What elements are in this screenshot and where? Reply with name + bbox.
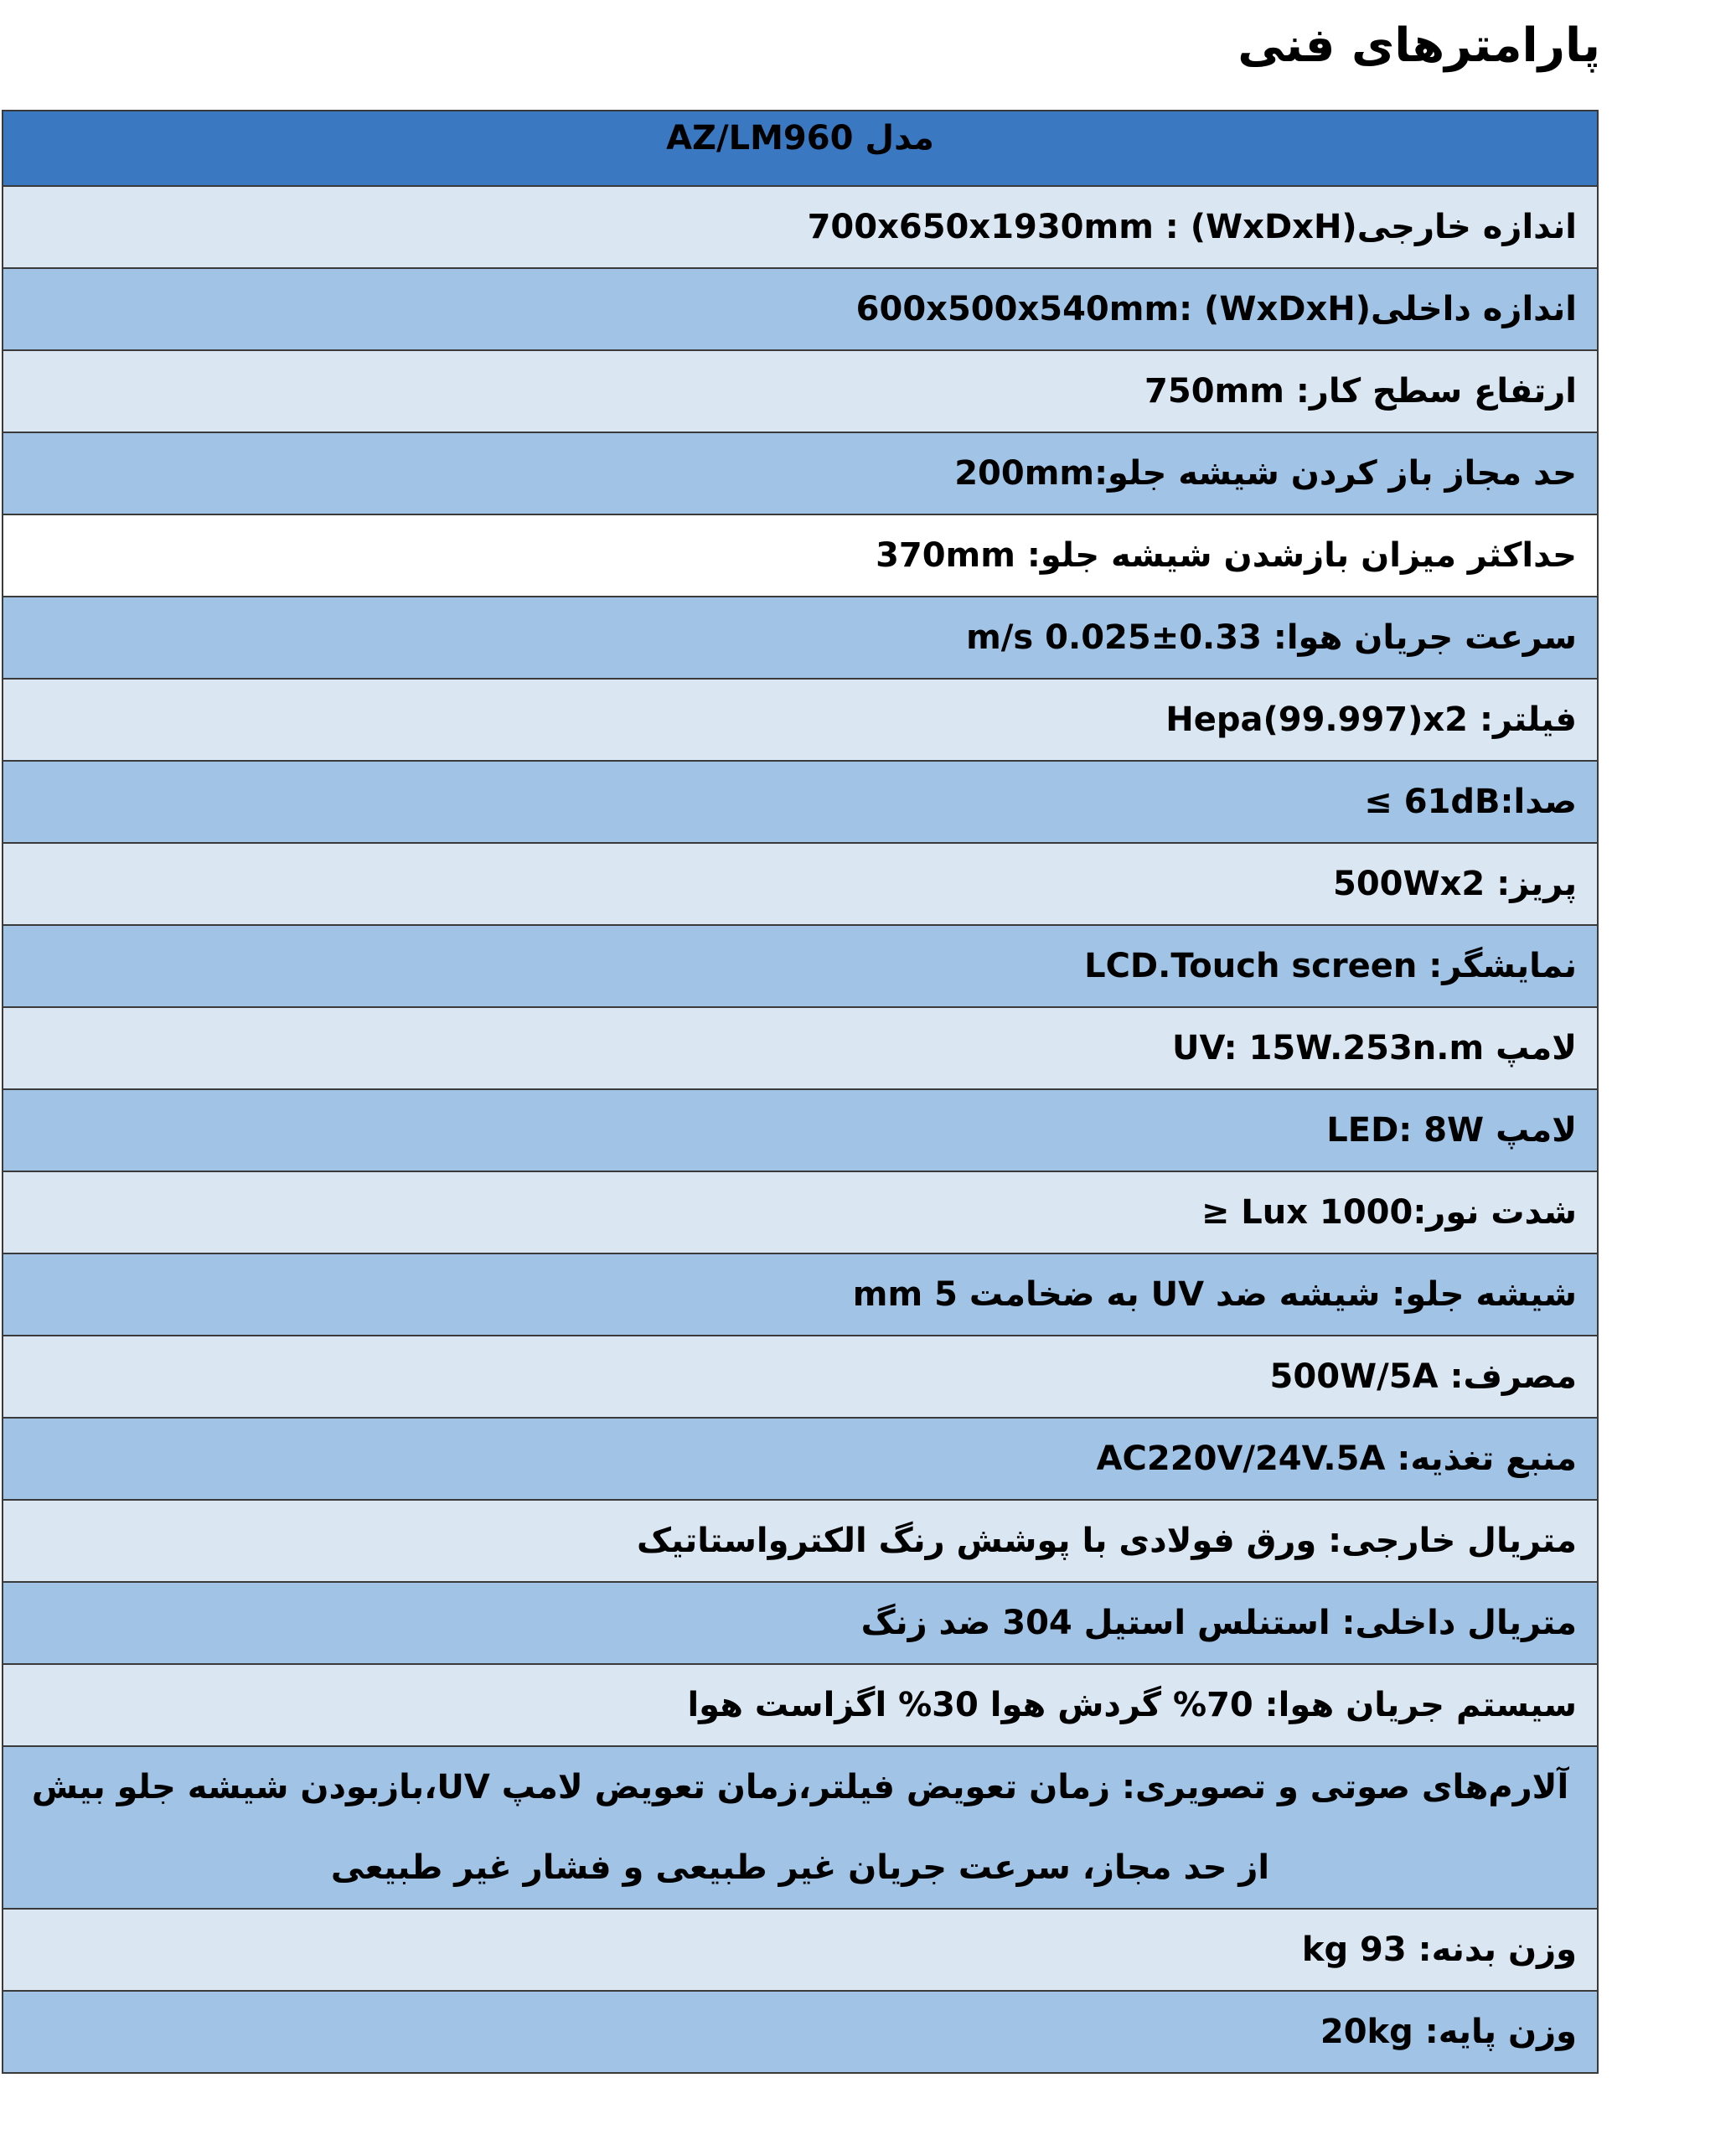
table-row bbox=[3, 597, 1598, 679]
spec-body-weight: وزن بدنه: 93 kg bbox=[3, 1909, 1598, 1991]
table-row bbox=[3, 679, 1598, 761]
spec-consumption: مصرف: 500W/5A bbox=[3, 1336, 1598, 1418]
table-row bbox=[3, 1991, 1598, 2073]
table-row bbox=[3, 1253, 1598, 1336]
spec-light-intensity: شدت نور:1000 Lux ≤ bbox=[3, 1171, 1598, 1253]
table-row bbox=[3, 432, 1598, 514]
table-row bbox=[3, 1500, 1598, 1582]
spec-power-supply: منبع تغذیه: AC220V/24V.5A bbox=[3, 1418, 1598, 1500]
page-title: پارامترهای فنی bbox=[1237, 18, 1600, 73]
spec-display: نمایشگر: LCD.Touch screen bbox=[3, 925, 1598, 1007]
spec-led-lamp: لامپ LED: 8W bbox=[3, 1089, 1598, 1171]
table-row bbox=[3, 1089, 1598, 1171]
spec-socket: پریز: 500Wx2 bbox=[3, 843, 1598, 925]
spec-sash-limit: حد مجاز باز کردن شیشه جلو:200mm bbox=[3, 432, 1598, 514]
spec-internal-size: اندازه داخلی(WxDxH) :600x500x540mm bbox=[3, 268, 1598, 350]
table-row bbox=[3, 186, 1598, 268]
spec-work-height: ارتفاع سطح کار: 750mm bbox=[3, 350, 1598, 432]
table-row bbox=[3, 925, 1598, 1007]
table-row bbox=[3, 268, 1598, 350]
table-row bbox=[3, 514, 1598, 597]
spec-external-size: اندازه خارجی(WxDxH) : 700x650x1930mm bbox=[3, 186, 1598, 268]
table-row bbox=[3, 1418, 1598, 1500]
spec-table bbox=[2, 110, 1599, 2074]
table-row bbox=[3, 1582, 1598, 1664]
spec-sash-max: حداکثر میزان بازشدن شیشه جلو: 370mm bbox=[3, 514, 1598, 597]
table-row bbox=[3, 1909, 1598, 1991]
spec-filter: فیلتر: Hepa(99.997)x2 bbox=[3, 679, 1598, 761]
spec-airflow-system: سیستم جریان هوا: 70% گردش هوا 30% اگزاست هوا bbox=[3, 1664, 1598, 1746]
spec-front-glass: شیشه جلو: شیشه ضد UV به ضخامت 5 mm bbox=[3, 1253, 1598, 1336]
table-row bbox=[3, 350, 1598, 432]
spec-uv-lamp: لامپ UV: 15W.253n.m bbox=[3, 1007, 1598, 1089]
spec-noise: صدا:61dB ≥ bbox=[3, 761, 1598, 843]
spec-alarms: آلارم‌های صوتی و تصویری: زمان تعویض فیلتر،زمان تعویض لامپ UV،بازبودن شیشه جلو بیش از حد مجاز، سرعت جریان غیر طبیعی و فشار غیر طبیعی bbox=[3, 1746, 1598, 1909]
table-row bbox=[3, 1746, 1598, 1909]
spec-external-material: متریال خارجی: ورق فولادی با پوشش رنگ الکترواستاتیک bbox=[3, 1500, 1598, 1582]
table-header-row bbox=[3, 111, 1598, 186]
table-row bbox=[3, 1664, 1598, 1746]
spec-airflow: سرعت جریان هوا: 0.33±0.025 m/s bbox=[3, 597, 1598, 679]
table-row bbox=[3, 1007, 1598, 1089]
model-cell: AZ/LM960 مدل bbox=[3, 111, 1598, 186]
table-row bbox=[3, 843, 1598, 925]
table-row bbox=[3, 1171, 1598, 1253]
table-row bbox=[3, 1336, 1598, 1418]
spec-internal-material: متریال داخلی: استنلس استیل 304 ضد زنگ bbox=[3, 1582, 1598, 1664]
spec-base-weight: وزن پایه: 20kg bbox=[3, 1991, 1598, 2073]
table-row bbox=[3, 761, 1598, 843]
